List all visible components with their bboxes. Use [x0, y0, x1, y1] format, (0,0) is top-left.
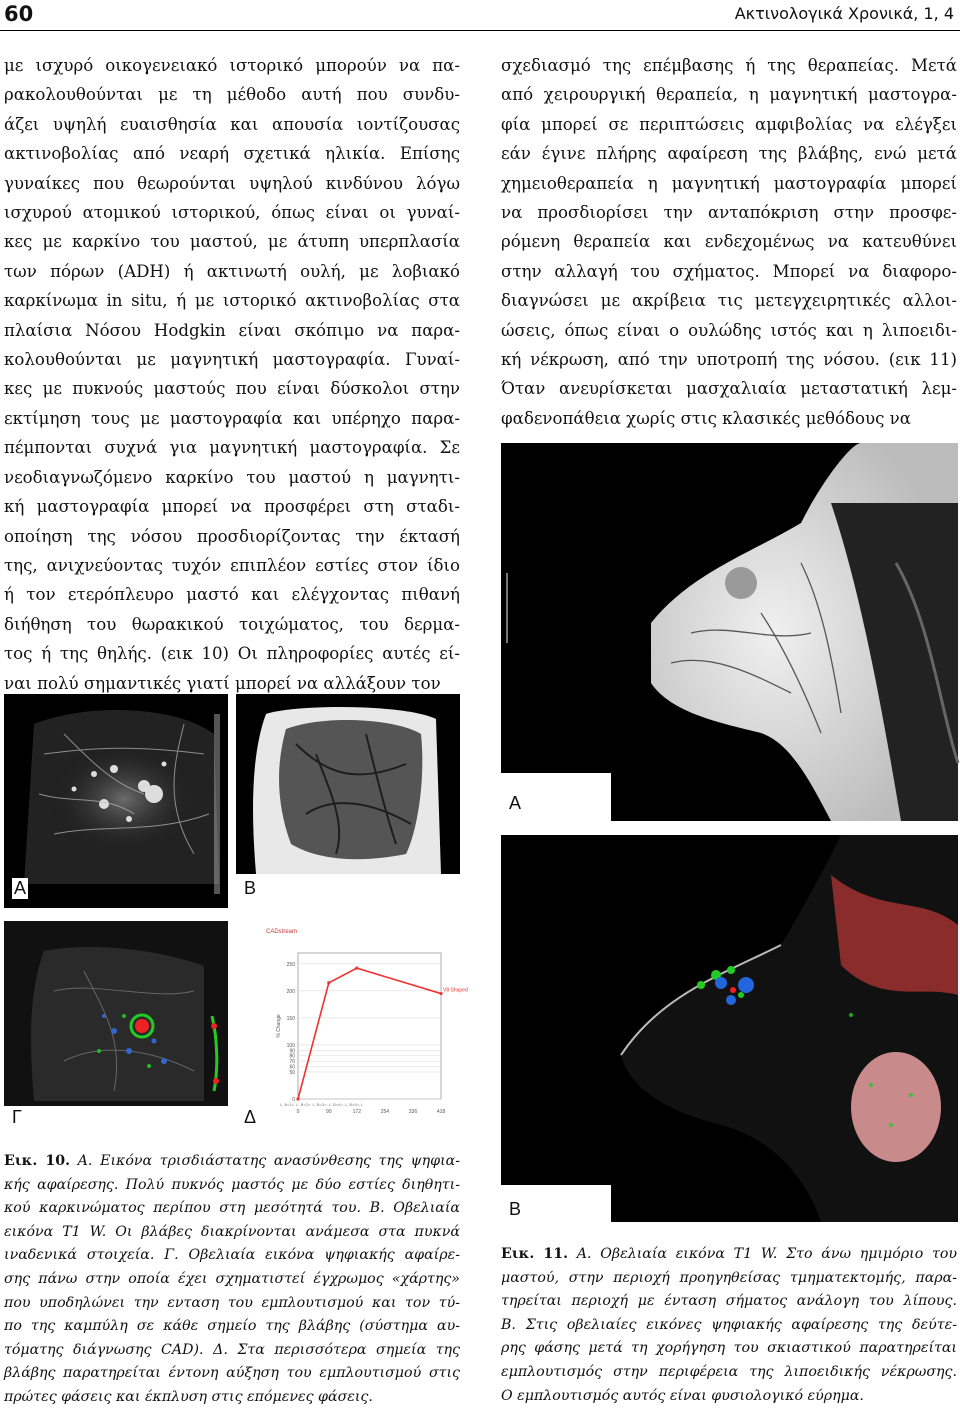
fig11-label-b: Β — [509, 1199, 522, 1219]
text-line: να προσδιορίσει την ανταπόκριση στην προσφε- — [501, 203, 957, 223]
text-line: τος ή της θηλής. (εικ 10) Οι πληροφορίες αυτές εί- — [4, 644, 460, 664]
text-line: κες με καρκίνο του μαστού, με άτυπη υπερπλασία — [4, 232, 460, 252]
y-tick-label: 80 — [289, 1053, 295, 1060]
fig10-panel-a — [4, 694, 228, 908]
t1-sagittal-image — [236, 694, 460, 908]
fig10-label-a: Α — [14, 878, 27, 898]
caption-line: Ο εμπλουτισμός αυτός είναι φυσιολογικό εύρημα. — [501, 1387, 864, 1404]
y-tick-label: 90 — [289, 1048, 295, 1055]
y-tick-label: 50 — [289, 1069, 295, 1076]
caption-line: μαστού, στην περιοχή προηγηθείσας τμηματεκτομής, παρα- — [501, 1269, 957, 1286]
text-line: ρακολουθούνται με τη μέθοδο αυτή που συνδυ- — [4, 85, 460, 105]
x-axis-note: L, B<1>, L, B<2>, L, B<3>, L, B<4>, L, B<5>, L — [280, 1102, 364, 1107]
caption-line: κού καρκινώματος περίπου στη μεσότητά του. Β. Οβελιαία — [4, 1200, 460, 1217]
text-line: κή μαστογραφία μπορεί να προσφέρει στη σταδι- — [4, 497, 460, 517]
text-line: πλαίσια Νόσου Hodgkin είναι σκόπιμο να παρα- — [4, 320, 460, 340]
text-line: με ισχυρό οικογενειακό ιστορικό μπορούν να πα- — [4, 56, 460, 75]
chart-frame — [298, 953, 441, 1099]
x-tick-label: 172 — [352, 1109, 362, 1115]
fig10-panel-c — [4, 921, 228, 1135]
series-point — [355, 967, 358, 970]
caption-line: πο της καμπύλη σε κάθε σημείο της βλάβης (σύστημα αυ- — [4, 1318, 460, 1335]
text-line: γυναίκες που θεωρούνται υψηλού κινδύνου λόγω — [4, 173, 460, 193]
caption-line — [4, 1150, 460, 1174]
fig10-panel-b — [236, 694, 460, 908]
mip-reconstruction-image — [4, 694, 228, 908]
text-line: εάν έγινε πλήρης αφαίρεση της βλάβης, ενώ μετά — [501, 144, 957, 164]
series-line — [298, 968, 441, 1099]
header-rule — [0, 30, 960, 31]
caption-line — [501, 1243, 957, 1267]
text-line: κή νέκρωση, από την υποτροπή της νόσου. (εικ 11) — [501, 350, 957, 370]
text-line: ή τον ετερόπλευρο μαστό και ελέγχοντας πιθανή — [4, 585, 460, 605]
caption-line: ρης φάσης μετά τη χορήγηση του σκιαστικού παρατηρείται — [501, 1340, 957, 1357]
y-tick-label: 200 — [286, 988, 295, 995]
fig11-panel-a — [501, 443, 958, 821]
curve-annotation: V8 Shaped — [443, 987, 468, 994]
y-tick-label: 150 — [286, 1015, 295, 1022]
text-line: φία μπορεί σε περιπτώσεις αμφιβολίας να ελέγξει — [501, 114, 957, 134]
text-line: από χειρουργική θεραπεία, η μαγνητική μαστογρα- — [501, 85, 957, 105]
text-line: άζει υψηλή ευαισθησία και απουσία ιοντίζουσας — [4, 114, 460, 134]
y-tick-label: 250 — [286, 961, 295, 968]
caption-line: πρώτες φάσεις και έκπλυση στις επόμενες φάσεις. — [4, 1388, 373, 1405]
text-line: διήθηση του θωρακικού τοιχώματος, του δερμα- — [4, 614, 460, 634]
caption-label: Εικ. 10. — [4, 1153, 71, 1169]
fig10-caption — [4, 1150, 460, 1410]
text-line: φαδενοπάθεια χωρίς στις κλασικές μεθόδους να — [501, 408, 911, 428]
page-number: 60 — [4, 2, 34, 26]
series-point — [296, 1097, 299, 1100]
caption-line: τόματης διάγνωσης CAD). Δ. Στα περισσότερα σημεία της — [4, 1341, 460, 1358]
text-line: της, ανιχνεύοντας τυχόν επιπλέον εστίες στον ίδιο — [4, 555, 460, 575]
caption-line: Β. Στις οβελιαίες εικόνες ψηφιακής αφαίρεσης της δεύτε- — [501, 1316, 957, 1333]
fig10-label-d: Δ — [244, 1107, 257, 1127]
x-tick-label: 90 — [326, 1109, 332, 1115]
text-line: ώσεις, όπως είναι ο ουλώδης ιστός και η λιποειδι- — [501, 320, 957, 340]
x-tick-label: 336 — [408, 1109, 418, 1115]
y-axis-label: % Change — [276, 1014, 282, 1038]
text-line: καρκίνωμα in situ, ή με ιστορικό ακτινοβολίας στα — [4, 291, 460, 311]
text-line: σχεδιασμό της επέμβασης ή της θεραπείας. Μετά — [501, 56, 957, 75]
text-line: ρόμενη θεραπεία και ενδεχομένως να κατευθύνει — [501, 232, 957, 252]
text-line: Όταν ανευρίσκεται μασχαλιαία μεταστατική λεμ- — [501, 379, 957, 399]
left-text-column — [4, 51, 460, 698]
x-tick-label: 0 — [296, 1109, 300, 1115]
page-header — [0, 0, 960, 30]
subtraction-color-map-image — [501, 835, 958, 1222]
x-tick-label: 254 — [380, 1109, 390, 1115]
caption-line: εμπλουτισμός στην περιφέρεια της λιποειδικής νέκρωσης. — [501, 1363, 957, 1380]
right-text-column — [501, 51, 957, 433]
text-line: των πόρων (ADH) ή ακτινωτή ουλή, με λοβιακό — [4, 261, 460, 281]
text-line: εκτίμηση τους με μαστογραφία και υπέρηχο παρα- — [4, 408, 460, 428]
caption-text: Α. Οβελιαία εικόνα Τ1 W. Στο άνω ημιμόριο του — [568, 1246, 957, 1262]
fig11-panel-b — [501, 835, 958, 1222]
caption-line: βλάβης παρατηρείται έντονη αύξηση του εμπλουτισμού στις — [4, 1365, 460, 1382]
caption-line: εικόνα Τ1 W. Οι βλάβες διακρίνονται ανάμεσα στα πυκνά — [4, 1223, 460, 1240]
caption-text: Α. Εικόνα τρισδιάστατης ανασύνθεσης της ψηφια- — [70, 1153, 461, 1169]
chart-title: CADstream — [266, 929, 298, 935]
caption-line: κής αφαίρεσης. Πολύ πυκνός μαστός με δύο εστίες διηθητι- — [4, 1176, 460, 1193]
y-tick-label: 100 — [286, 1042, 295, 1049]
text-line: κες με πυκνούς μαστούς που είναι δύσκολοι στην — [4, 379, 460, 399]
journal-title: Ακτινολογικά Χρονικά, 1, 4 — [734, 4, 954, 23]
series-point — [327, 981, 330, 984]
y-tick-label: 0 — [292, 1097, 295, 1103]
caption-line: τηρείται περιοχή με ένταση σήματος ανάλογη του λίπους. — [501, 1293, 957, 1310]
y-tick-label: 60 — [289, 1064, 295, 1071]
text-line: νεοδιαγνωζόμενο καρκίνο του μαστού η μαγνητι- — [4, 467, 460, 487]
text-line: κολουθούνται με μαγνητική μαστογραφία. Γυναί- — [4, 350, 460, 370]
text-line: χημειοθεραπεία η μαγνητική μαστογραφία μπορεί — [501, 173, 957, 193]
cad-color-map-image — [4, 921, 228, 1135]
t1-sagittal-postop-image — [501, 443, 958, 821]
text-line: στην αλλαγή του σχήματος. Μπορεί να διαφορο- — [501, 261, 957, 281]
enhancement-curve-chart — [236, 921, 468, 1135]
text-line: ναι πολύ σημαντικές γιατί μπορεί να αλλάξουν τον — [4, 673, 441, 693]
x-tick-label: 418 — [436, 1109, 446, 1115]
text-line: οποίηση της νόσου προσδιορίζοντας την έκτασή — [4, 526, 460, 546]
text-line: ισχυρού ατομικού ιστορικού, όπως είναι οι γυναί- — [4, 203, 460, 223]
fig10-label-b: Β — [244, 878, 257, 898]
text-line: διαγνώσει με ακρίβεια τις μετεγχειρητικές αλλοι- — [501, 291, 957, 311]
caption-line: ιναδενικά στοιχεία. Γ. Οβελιαία εικόνα ψηφιακής αφαίρε- — [4, 1247, 460, 1264]
fig10-panel-d — [236, 921, 468, 1135]
text-line: πέμπονται συχνά για μαγνητική μαστογραφία. Σε — [4, 438, 460, 458]
caption-line: σης πάνω στην οποία έχει σχηματιστεί έγχρωμος «χάρτης» — [4, 1270, 460, 1287]
caption-label: Εικ. 11. — [501, 1246, 569, 1262]
fig11-label-a: Α — [509, 793, 522, 813]
fig11-caption — [501, 1243, 957, 1408]
y-tick-label: 70 — [289, 1059, 295, 1066]
caption-line: που υποδηλώνει την ενταση του εμπλουτισμού και τον τύ- — [4, 1294, 460, 1311]
text-line: ακτινοβολίας από νεαρή σχετικά ηλικία. Επίσης — [4, 144, 460, 164]
fig10-label-c: Γ — [12, 1107, 22, 1127]
